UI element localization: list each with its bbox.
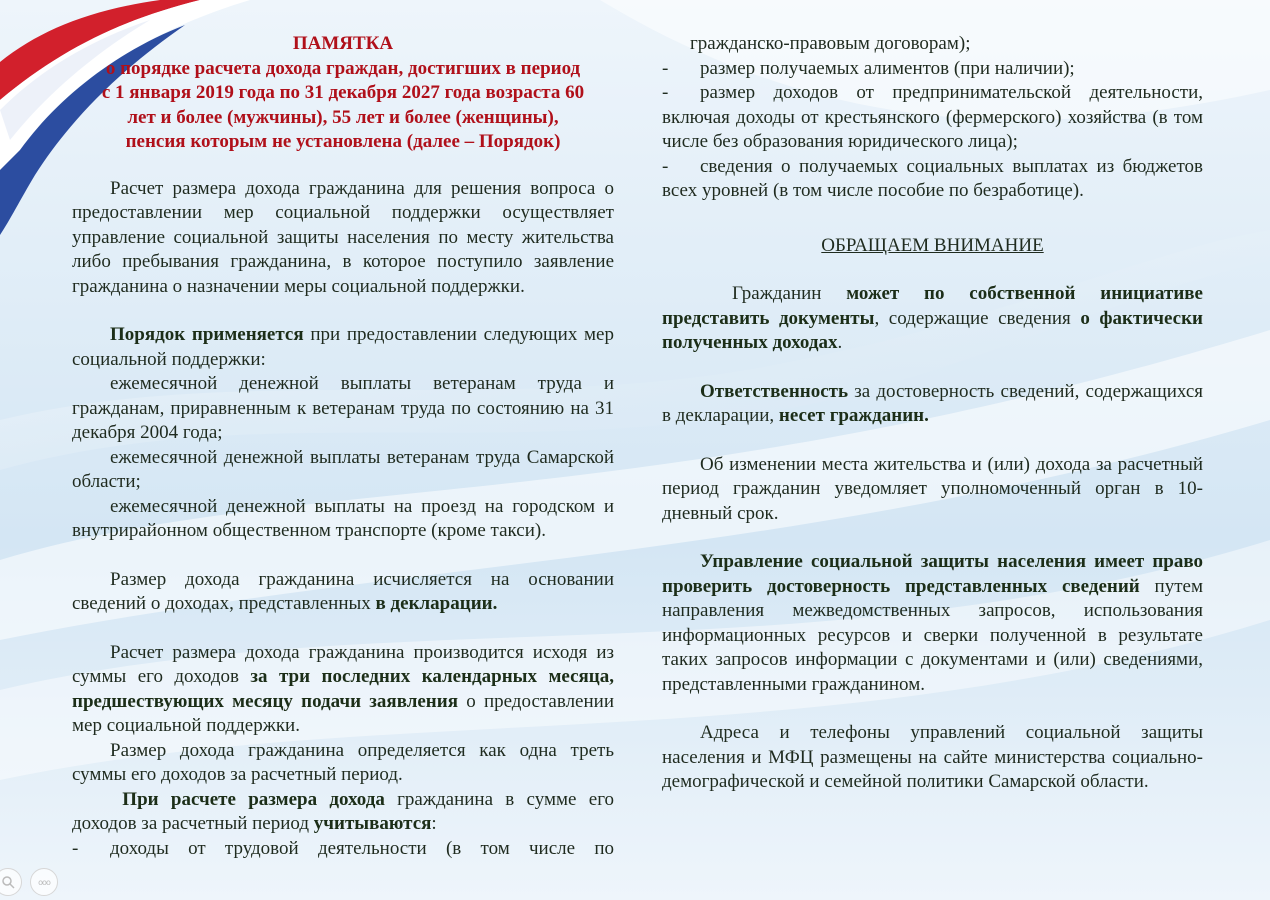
period-bold: за три последних календарных месяца, предшествующих месяцу подачи заявления — [72, 666, 614, 712]
title-line-4: лет и более (мужчины), 55 лет и более (женщины), — [127, 106, 559, 128]
verification-text: путем направления межведомственных запросов, использования информационных ресурсов и сверки полученной в результате таких запросов информации с документами и (или) сведениями, представленными гражданином. — [662, 575, 1203, 695]
included-bold-1: При расчете размера дохода — [122, 788, 385, 810]
income-item-1 — [72, 837, 614, 862]
income-item-4-text: сведения о получаемых социальных выплатах из бюджетов всех уровней (в том числе пособие по безработице). — [662, 155, 1203, 201]
document-title — [72, 32, 614, 155]
paragraph-initiative — [662, 282, 1203, 356]
included-colon: : — [431, 813, 437, 834]
measure-item-3: ежемесячной денежной выплаты на проезд на городском и внутрирайонном общественном транспорте (кроме такси). — [72, 495, 614, 541]
initiative-text-c: , содержащие сведения — [874, 307, 1081, 329]
included-text: гражданина в сумме его доходов за расчетный период — [72, 788, 615, 834]
period-text-a: Расчет размера дохода гражданина производится исходя из суммы его доходов — [72, 641, 614, 687]
title-line-5: пенсия которым не установлена (далее – Порядок) — [125, 131, 561, 152]
responsibility-bold-2: несет гражданин. — [778, 405, 929, 426]
title-line-2: о порядке расчета дохода граждан, достигших в период — [105, 57, 581, 79]
dash-mark: - — [72, 837, 79, 859]
magnifier-icon — [1, 875, 15, 889]
right-column — [662, 32, 1203, 795]
measure-item-2: ежемесячной денежной выплаты ветеранам труда Самарской области; — [72, 446, 614, 492]
period-text-b: о предоставлении мер социальной поддержки. — [72, 690, 614, 736]
dash-mark: - — [662, 155, 669, 177]
dash-mark: - — [662, 57, 669, 79]
paragraph-calculation: Расчет размера дохода гражданина для решения вопроса о предоставлении мер социальной поддержки осуществляет управление социальной защиты населения по месту жительства либо пребывания гражданина, в которое поступило заявление гражданина о назначении меры социальной поддержки. — [72, 177, 614, 297]
dash-mark: - — [662, 82, 669, 103]
paragraph-included — [72, 788, 614, 837]
paragraph-third: Размер дохода гражданина определяется как одна треть суммы его доходов за расчетный период. — [72, 739, 614, 785]
attention-heading — [662, 234, 1203, 259]
income-item-1-continued: гражданско-правовым договорам); — [690, 33, 971, 54]
income-item-2-text: размер получаемых алиментов (при наличии); — [700, 57, 1075, 79]
income-item-1-text: доходы от трудовой деятельности (в том числе по — [110, 837, 614, 859]
paragraph-notification: Об изменении места жительства и (или) дохода за расчетный период гражданин уведомляет уполномоченный орган в 10-дневный срок. — [662, 453, 1203, 524]
included-bold-2: учитываются — [313, 813, 432, 834]
left-column — [72, 32, 614, 861]
attention-heading-text: ОБРАЩАЕМ ВНИМАНИЕ — [821, 234, 1044, 256]
income-item-4 — [662, 155, 1203, 204]
verification-bold: Управление социальной защиты населения имеет право проверить достоверность представленных сведений — [662, 551, 1203, 597]
ellipsis-icon: ooo — [38, 877, 50, 887]
income-item-3 — [662, 81, 1203, 155]
measure-item-1: ежемесячной денежной выплаты ветеранам труда и гражданам, приравненным к ветеранам труда по состоянию на 31 декабря 2004 года; — [72, 373, 614, 443]
declaration-text: Размер дохода гражданина исчисляется на основании сведений о доходах, представленных — [72, 568, 614, 614]
paragraph-responsibility — [662, 380, 1203, 429]
responsibility-bold: Ответственность — [700, 380, 849, 402]
title-line-3: с 1 января 2019 года по 31 декабря 2027 года возраста 60 — [101, 82, 585, 103]
scope-bold: Порядок применяется — [110, 324, 304, 345]
initiative-end: . — [837, 332, 843, 353]
income-item-2 — [662, 57, 1203, 82]
initiative-bold-2: о фактически полученных доходах — [662, 307, 1203, 353]
initiative-bold-1: может по собственной инициативе представить документы — [662, 283, 1203, 329]
initiative-text-a: Гражданин — [732, 283, 847, 304]
paragraph-verification — [662, 550, 1203, 697]
declaration-bold: в декларации. — [375, 593, 498, 614]
paragraph-addresses: Адреса и телефоны управлений социальной защиты населения и МФЦ размещены на сайте министерства социально-демографической и семейной политики Самарской области. — [662, 722, 1203, 792]
title-line-1: ПАМЯТКА — [292, 33, 394, 54]
income-item-3-text: размер доходов от предпринимательской деятельности, включая доходы от крестьянского (фермерского) хозяйства (в том числе без образования юридического лица); — [662, 82, 1203, 152]
scope-text: при предоставлении следующих мер социальной поддержки: — [72, 324, 614, 370]
responsibility-text: за достоверность сведений, содержащихся в декларации, — [662, 380, 1203, 426]
more-button[interactable] — [30, 868, 58, 896]
paragraph-period — [72, 641, 614, 739]
paragraph-declaration — [72, 568, 614, 617]
paragraph-scope — [72, 323, 614, 372]
